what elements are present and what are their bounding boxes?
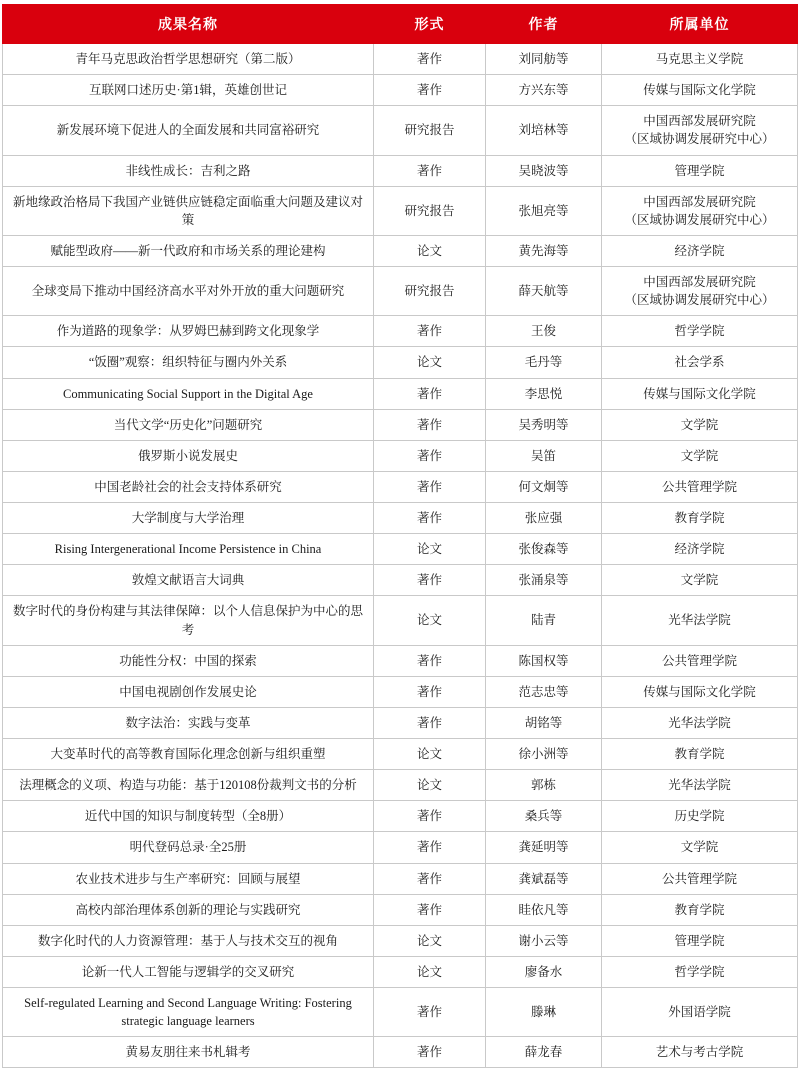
cell-form: 研究报告 [374,186,486,235]
cell-author: 张俊森等 [486,534,602,565]
table-row [3,1037,798,1068]
table-row [3,267,798,316]
table-row [3,565,798,596]
table-row [3,186,798,235]
cell-author: 何文炯等 [486,471,602,502]
cell-title: 大变革时代的高等教育国际化理念创新与组织重塑 [3,739,374,770]
cell-unit: 管理学院 [602,925,798,956]
cell-author: 刘同舫等 [486,44,602,75]
cell-unit: 艺术与考古学院 [602,1037,798,1068]
cell-title: Self-regulated Learning and Second Language Writing: Fostering strategic language learners [3,988,374,1037]
cell-title: 互联网口述历史·第1辑，英雄创世记 [3,75,374,106]
cell-unit: 中国西部发展研究院 （区域协调发展研究中心） [602,267,798,316]
table-row [3,44,798,75]
cell-author: 桑兵等 [486,801,602,832]
cell-title: Rising Intergenerational Income Persistence in China [3,534,374,565]
cell-author: 郭栋 [486,770,602,801]
cell-form: 著作 [374,1037,486,1068]
table-row [3,347,798,378]
cell-author: 龚斌磊等 [486,863,602,894]
cell-unit: 光华法学院 [602,770,798,801]
cell-form: 著作 [374,988,486,1037]
table-row [3,925,798,956]
table-row [3,106,798,155]
cell-title: 明代登码总录·全25册 [3,832,374,863]
table-row [3,894,798,925]
cell-form: 研究报告 [374,106,486,155]
cell-title: 中国电视剧创作发展史论 [3,676,374,707]
cell-title: 大学制度与大学治理 [3,503,374,534]
cell-unit: 传媒与国际文化学院 [602,378,798,409]
cell-title: 青年马克思政治哲学思想研究（第二版） [3,44,374,75]
cell-author: 龚延明等 [486,832,602,863]
cell-author: 胡铭等 [486,707,602,738]
column-header-title: 成果名称 [3,5,374,44]
cell-author: 范志忠等 [486,676,602,707]
table-row [3,75,798,106]
table-row [3,235,798,266]
cell-author: 张应强 [486,503,602,534]
table-row [3,596,798,645]
cell-title: 农业技术进步与生产率研究：回顾与展望 [3,863,374,894]
table-row [3,707,798,738]
cell-form: 论文 [374,596,486,645]
cell-author: 徐小洲等 [486,739,602,770]
column-header-unit: 所属单位 [602,5,798,44]
cell-unit: 经济学院 [602,534,798,565]
cell-form: 著作 [374,440,486,471]
cell-unit: 文学院 [602,832,798,863]
table-row [3,378,798,409]
cell-form: 著作 [374,409,486,440]
cell-title: 俄罗斯小说发展史 [3,440,374,471]
cell-unit: 哲学学院 [602,956,798,987]
column-header-author: 作者 [486,5,602,44]
cell-form: 论文 [374,534,486,565]
cell-unit: 教育学院 [602,739,798,770]
cell-form: 论文 [374,925,486,956]
cell-unit: 马克思主义学院 [602,44,798,75]
cell-form: 论文 [374,235,486,266]
cell-author: 吴秀明等 [486,409,602,440]
table-row [3,534,798,565]
cell-author: 吴笛 [486,440,602,471]
table-row [3,645,798,676]
table-row [3,988,798,1037]
cell-author: 张涌泉等 [486,565,602,596]
cell-form: 论文 [374,739,486,770]
cell-title: 高校内部治理体系创新的理论与实践研究 [3,894,374,925]
cell-unit: 历史学院 [602,801,798,832]
cell-author: 吴晓波等 [486,155,602,186]
table-row [3,956,798,987]
cell-title: 数字时代的身份构建与其法律保障：以个人信息保护为中心的思考 [3,596,374,645]
table-row [3,770,798,801]
cell-title: 新地缘政治格局下我国产业链供应链稳定面临重大问题及建议对策 [3,186,374,235]
table-row [3,316,798,347]
cell-author: 李思悦 [486,378,602,409]
cell-form: 著作 [374,503,486,534]
cell-form: 著作 [374,471,486,502]
table-row [3,503,798,534]
table-body [3,44,798,1068]
cell-unit: 公共管理学院 [602,471,798,502]
cell-form: 著作 [374,378,486,409]
cell-title: 非线性成长：吉利之路 [3,155,374,186]
cell-unit: 文学院 [602,409,798,440]
cell-author: 黄先海等 [486,235,602,266]
table-row [3,739,798,770]
cell-title: 赋能型政府——新一代政府和市场关系的理论建构 [3,235,374,266]
cell-title: 功能性分权：中国的探索 [3,645,374,676]
cell-author: 眭依凡等 [486,894,602,925]
cell-form: 著作 [374,75,486,106]
cell-author: 刘培林等 [486,106,602,155]
cell-unit: 中国西部发展研究院 （区域协调发展研究中心） [602,106,798,155]
cell-title: 中国老龄社会的社会支持体系研究 [3,471,374,502]
cell-form: 研究报告 [374,267,486,316]
cell-form: 著作 [374,832,486,863]
cell-title: 论新一代人工智能与逻辑学的交叉研究 [3,956,374,987]
results-table [2,4,798,1068]
cell-form: 著作 [374,707,486,738]
cell-title: Communicating Social Support in the Digital Age [3,378,374,409]
cell-unit: 文学院 [602,565,798,596]
cell-form: 著作 [374,801,486,832]
table-row [3,676,798,707]
cell-title: 数字法治：实践与变革 [3,707,374,738]
cell-unit: 管理学院 [602,155,798,186]
cell-form: 著作 [374,44,486,75]
cell-author: 王俊 [486,316,602,347]
cell-title: 敦煌文献语言大词典 [3,565,374,596]
cell-unit: 教育学院 [602,503,798,534]
cell-unit: 社会学系 [602,347,798,378]
cell-author: 薛龙春 [486,1037,602,1068]
cell-unit: 光华法学院 [602,707,798,738]
cell-unit: 公共管理学院 [602,863,798,894]
cell-unit: 光华法学院 [602,596,798,645]
cell-author: 谢小云等 [486,925,602,956]
cell-title: 黄易友朋往来书札辑考 [3,1037,374,1068]
cell-form: 著作 [374,316,486,347]
cell-title: “饭圈”观察：组织特征与圈内外关系 [3,347,374,378]
cell-title: 法理概念的义项、构造与功能：基于120108份裁判文书的分析 [3,770,374,801]
cell-unit: 外国语学院 [602,988,798,1037]
cell-unit: 公共管理学院 [602,645,798,676]
cell-author: 张旭亮等 [486,186,602,235]
cell-title: 作为道路的现象学：从罗姆巴赫到跨文化现象学 [3,316,374,347]
cell-form: 著作 [374,645,486,676]
table-header [3,5,798,44]
cell-form: 著作 [374,894,486,925]
cell-author: 陈国权等 [486,645,602,676]
cell-unit: 教育学院 [602,894,798,925]
column-header-form: 形式 [374,5,486,44]
table-row [3,471,798,502]
table-header-row [3,5,798,44]
cell-author: 廖备水 [486,956,602,987]
cell-form: 论文 [374,956,486,987]
cell-author: 方兴东等 [486,75,602,106]
cell-form: 著作 [374,155,486,186]
cell-unit: 经济学院 [602,235,798,266]
cell-form: 论文 [374,770,486,801]
table-row [3,801,798,832]
table-row [3,155,798,186]
cell-unit: 文学院 [602,440,798,471]
cell-author: 薛天航等 [486,267,602,316]
cell-title: 数字化时代的人力资源管理：基于人与技术交互的视角 [3,925,374,956]
cell-unit: 中国西部发展研究院 （区域协调发展研究中心） [602,186,798,235]
cell-unit: 哲学学院 [602,316,798,347]
cell-author: 滕琳 [486,988,602,1037]
table-row [3,832,798,863]
cell-form: 著作 [374,863,486,894]
cell-title: 全球变局下推动中国经济高水平对外开放的重大问题研究 [3,267,374,316]
cell-form: 著作 [374,676,486,707]
table-row [3,409,798,440]
cell-author: 陆青 [486,596,602,645]
cell-title: 当代文学“历史化”问题研究 [3,409,374,440]
cell-unit: 传媒与国际文化学院 [602,75,798,106]
cell-title: 新发展环境下促进人的全面发展和共同富裕研究 [3,106,374,155]
table-row [3,440,798,471]
cell-unit: 传媒与国际文化学院 [602,676,798,707]
cell-author: 毛丹等 [486,347,602,378]
cell-form: 著作 [374,565,486,596]
cell-title: 近代中国的知识与制度转型（全8册） [3,801,374,832]
cell-form: 论文 [374,347,486,378]
